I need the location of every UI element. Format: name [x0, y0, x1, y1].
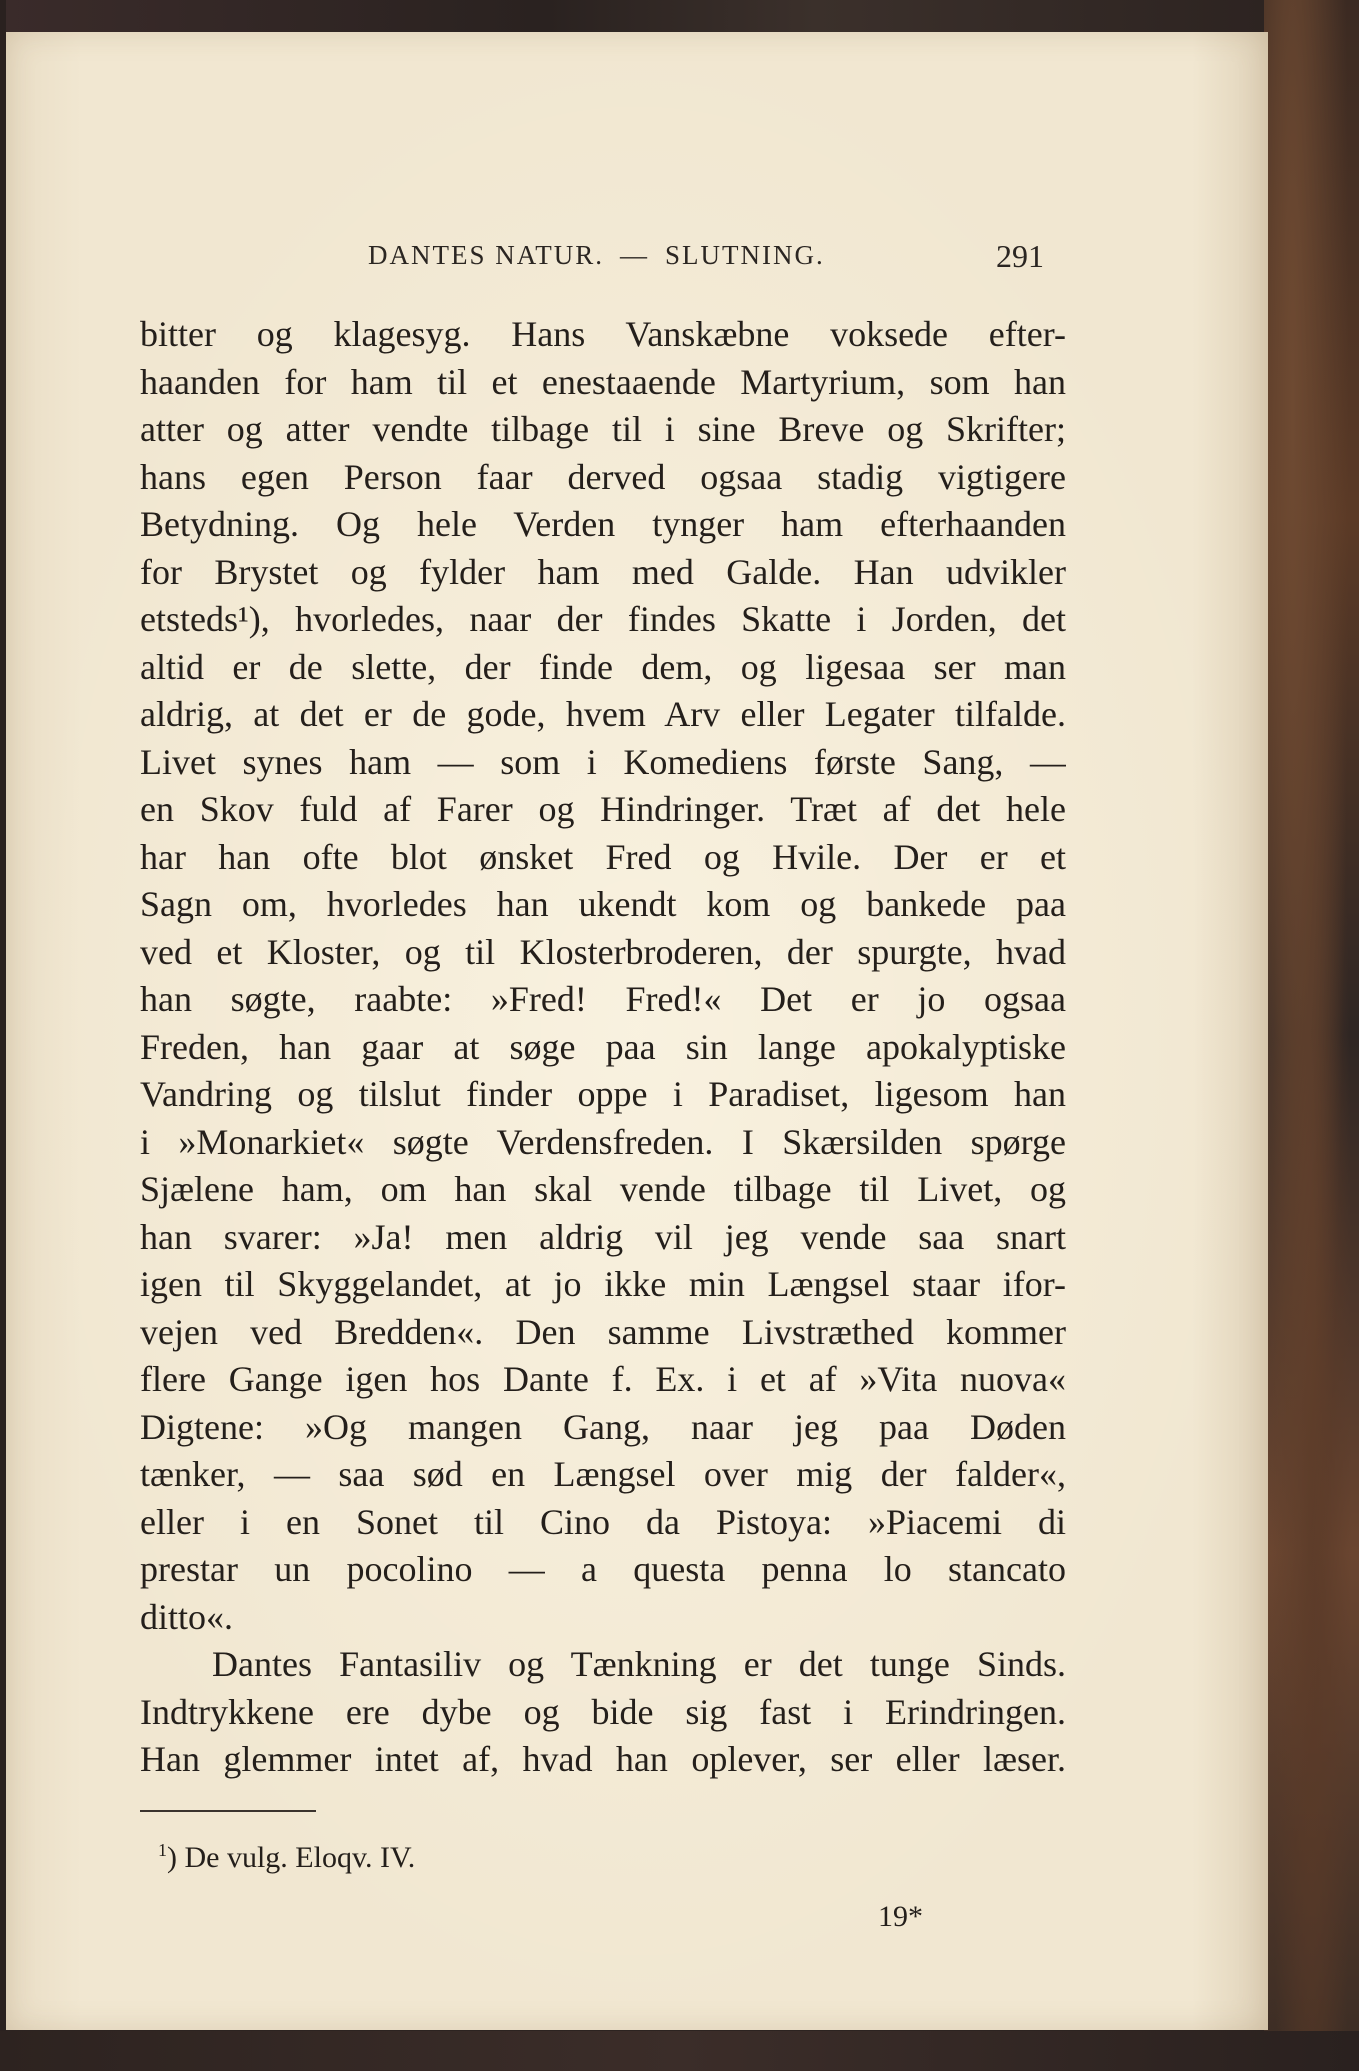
text-line: har han ofte blot ønsket Fred og Hvile. Der er et — [140, 836, 1066, 877]
text-line: igen til Skyggelandet, at jo ikke min Længsel staar ifor- — [140, 1264, 1066, 1304]
text-line: altid er de slette, der finde dem, og ligesaa ser man — [140, 646, 1066, 687]
page-number: 291 — [996, 238, 1044, 274]
text-line: atter og atter vendte tilbage til i sine Breve og Skrifter; — [140, 409, 1066, 449]
text-line: prestar un pocolino — a questa penna lo stancato — [140, 1549, 1066, 1589]
text-line: Livet synes ham — som i Komediens første Sang, — — [140, 741, 1066, 782]
text-line: eller i en Sonet til Cino da Pistoya: »Piacemi di — [140, 1501, 1066, 1542]
book-cover-right-edge — [1264, 0, 1359, 2071]
text-line: Freden, han gaar at søge paa sin lange apokalyptiske — [140, 1026, 1066, 1067]
running-title-left: DANTES NATUR. — [368, 240, 605, 270]
text-line: Han glemmer intet af, hvad han oplever, ser eller læser. — [140, 1739, 1066, 1779]
text-line: Digtene: »Og mangen Gang, naar jeg paa Døden — [140, 1406, 1066, 1447]
text-line: ved et Kloster, og til Klosterbroderen, der spurgte, hvad — [140, 931, 1066, 972]
footnote — [158, 1840, 415, 1875]
footnote-text: ) De vulg. Eloqv. IV. — [167, 1841, 416, 1874]
text-line: Sagn om, hvorledes han ukendt kom og bankede paa — [140, 884, 1066, 924]
text-line: en Skov fuld af Farer og Hindringer. Træt af det hele — [140, 789, 1066, 829]
running-title-dash: — — [620, 240, 650, 270]
text-line: for Brystet og fylder ham med Galde. Han udvikler — [140, 551, 1066, 592]
text-line: etsteds¹), hvorledes, naar der findes Skatte i Jorden, det — [140, 599, 1066, 639]
text-line: hans egen Person faar derved ogsaa stadig vigtigere — [140, 456, 1066, 497]
text-line: aldrig, at det er de gode, hvem Arv eller Legater tilfalde. — [140, 694, 1066, 734]
footnote-marker: 1 — [158, 1840, 167, 1860]
book-cover-bottom-edge — [0, 2031, 1359, 2071]
text-line: han søgte, raabte: »Fred! Fred!« Det er jo ogsaa — [140, 979, 1066, 1019]
text-line: ditto«. — [140, 1596, 234, 1637]
running-header — [368, 240, 825, 271]
book-page — [6, 32, 1268, 2030]
running-title-right: SLUTNING. — [665, 240, 825, 270]
text-line: Betydning. Og hele Verden tynger ham efterhaanden — [140, 504, 1066, 544]
text-line: haanden for ham til et enestaaende Martyrium, som han — [140, 361, 1066, 402]
signature-mark: 19* — [878, 1900, 923, 1933]
text-line: Dantes Fantasiliv og Tænkning er det tunge Sinds. — [212, 1644, 1066, 1684]
text-line: vejen ved Bredden«. Den samme Livstræthed kommer — [140, 1311, 1066, 1352]
text-line: Indtrykkene ere dybe og bide sig fast i Erindringen. — [140, 1691, 1066, 1732]
text-line: flere Gange igen hos Dante f. Ex. i et af »Vita nuova« — [140, 1359, 1066, 1399]
text-line: Vandring og tilslut finder oppe i Paradiset, ligesom han — [140, 1074, 1066, 1114]
text-line: i »Monarkiet« søgte Verdensfreden. I Skærsilden spørge — [140, 1121, 1066, 1162]
footnote-rule — [140, 1810, 316, 1812]
text-line: Sjælene ham, om han skal vende tilbage til Livet, og — [140, 1169, 1066, 1209]
text-line: tænker, — saa sød en Længsel over mig der falder«, — [140, 1454, 1066, 1494]
text-line: han svarer: »Ja! men aldrig vil jeg vende saa snart — [140, 1216, 1066, 1257]
text-line: bitter og klagesyg. Hans Vanskæbne voksede efter- — [140, 314, 1066, 354]
body-text — [140, 311, 1066, 1784]
